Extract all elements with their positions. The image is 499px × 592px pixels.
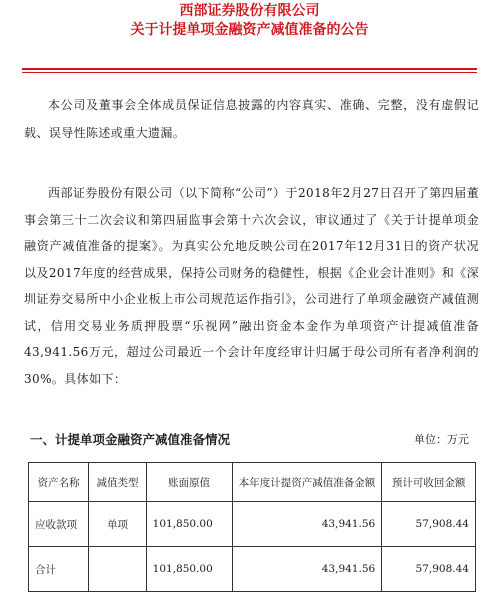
col-header: 预计可收回金额 — [382, 463, 476, 502]
table-cell: 单项 — [89, 502, 146, 547]
col-header: 资产名称 — [29, 463, 89, 502]
section-header — [30, 430, 475, 450]
table-cell: 101,850.00 — [146, 502, 232, 547]
table-cell: 43,941.56 — [232, 502, 382, 547]
table-cell: 应收款项 — [29, 502, 89, 547]
col-header: 本年度计提资产减值准备金额 — [232, 463, 382, 502]
section-title: 一、计提单项金融资产减值准备情况 — [30, 432, 231, 447]
table-row — [29, 502, 476, 547]
table-header-row — [29, 463, 476, 502]
company-name: 西部证券股份有限公司 — [179, 3, 320, 19]
header-rule-thick — [22, 68, 477, 70]
announcement-title: 关于计提单项金融资产减值准备的公告 — [130, 22, 369, 38]
table-cell: 57,908.44 — [382, 502, 476, 547]
announcement-page — [0, 2, 499, 585]
table-cell — [89, 547, 146, 592]
col-header: 减值类型 — [89, 463, 146, 502]
table-row-total — [29, 547, 476, 592]
disclaimer-paragraph: 本公司及董事会全体成员保证信息披露的内容真实、准确、完整，没有虚假记载、误导性陈述或重大遗漏。 — [24, 98, 479, 140]
header-rule-thin — [22, 72, 477, 73]
table-cell: 57,908.44 — [382, 547, 476, 592]
table-cell: 43,941.56 — [232, 547, 382, 592]
unit-label: 单位：万元 — [414, 433, 469, 446]
main-paragraph: 西部证券股份有限公司（以下简称“公司”）于2018年2月27日召开了第四届董事会第三十二次会议和第四届监事会第十六次会议，审议通过了《关于计提单项金融资产减值准备的提案》。为真实公允地反映公司在2017年12月31日的资产状况以及2017年度的经营成果，保持公司财务的稳健性，根据《企业会计准则》和《深圳证券交易所中小企业板上市公司规范运作指引》，公司进行了单项金融资产减值测试，信用交易业务质押股票“乐视网”融出资金本金作为单项资产计提减值准备43,941.56万元，超过公司最近一个会计年度经审计归属于母公司所有者净利润的30%。具体如下： — [24, 186, 479, 386]
col-header: 账面原值 — [146, 463, 232, 502]
table-cell: 101,850.00 — [146, 547, 232, 592]
table-cell: 合计 — [29, 547, 89, 592]
impairment-table — [28, 462, 476, 592]
